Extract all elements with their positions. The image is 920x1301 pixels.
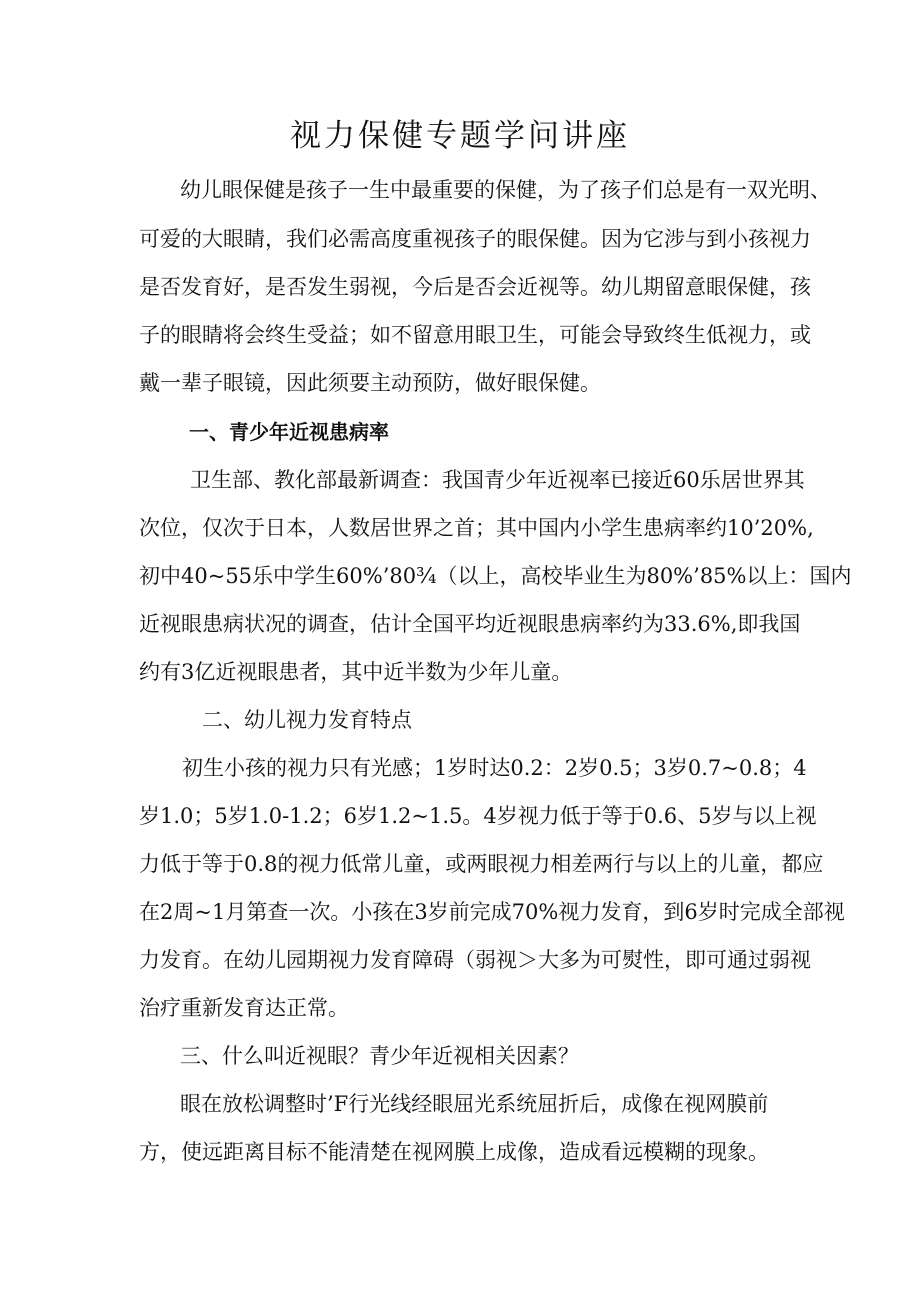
paragraph-line: 治疗重新发育达正常。 [139, 996, 349, 1020]
paragraph-line: 方，使远距离目标不能清楚在视网膜上成像，造成看远模糊的现象。 [139, 1140, 769, 1164]
paragraph-line: 力低于等于0.8的视力低常儿童，或两眼视力相差两行与以上的儿童，都应 [139, 852, 824, 876]
paragraph-line: 约有3亿近视眼患者，其中近半数为少年儿童。 [139, 660, 573, 684]
section-heading-1: 一、青少年近视患病率 [189, 420, 389, 444]
paragraph-line: 在2周~1月第查一次。小孩在3岁前完成70%视力发育，到6岁时完成全部视 [139, 900, 845, 924]
paragraph-line: 戴一辈子眼镜，因此须要主动预防，做好眼保健。 [139, 371, 601, 395]
paragraph-line: 近视眼患病状况的调查，估计全国平均近视眼患病率约为33.6%,即我国 [139, 612, 801, 636]
paragraph-line: 卫生部、教化部最新调查：我国青少年近视率已接近60乐居世界其 [190, 468, 805, 492]
section-heading-3: 三、什么叫近视眼？青少年近视相关因素？ [180, 1044, 579, 1068]
paragraph-line: 初生小孩的视力只有光感；1岁时达0.2：2岁0.5；3岁0.7~0.8；4 [182, 756, 807, 780]
paragraph-line: 幼儿眼保健是孩子一生中最重要的保健，为了孩子们总是有一双光明、 [180, 178, 831, 202]
paragraph-line: 岁1.0；5岁1.0-1.2；6岁1.2~1.5。4岁视力低于等于0.6、5岁与以上视 [139, 804, 817, 828]
document-title: 视力保健专题学问讲座 [290, 118, 630, 154]
paragraph-line: 是否发育好，是否发生弱视，今后是否会近视等。幼儿期留意眼保健，孩 [139, 275, 811, 299]
paragraph-line: 初中40~55乐中学生60%’80¾（以上，高校毕业生为80%’85%以上：国内 [139, 564, 852, 588]
paragraph-line: 可爱的大眼睛，我们必需高度重视孩子的眼保健。因为它涉与到小孩视力 [139, 227, 811, 251]
paragraph-line: 眼在放松调整时’F行光线经眼屈光系统屈折后，成像在视网膜前 [180, 1092, 769, 1116]
paragraph-line: 子的眼睛将会终生受益；如不留意用眼卫生，可能会导致终生低视力，或 [139, 323, 811, 347]
section-heading-2: 二、幼儿视力发育特点 [202, 708, 412, 732]
paragraph-line: 次位，仅次于日本，人数居世界之首；其中国内小学生患病率约10’20%, [139, 516, 814, 540]
paragraph-line: 力发育。在幼儿园期视力发育障碍（弱视＞大多为可熨性，即可通过弱视 [139, 948, 811, 972]
